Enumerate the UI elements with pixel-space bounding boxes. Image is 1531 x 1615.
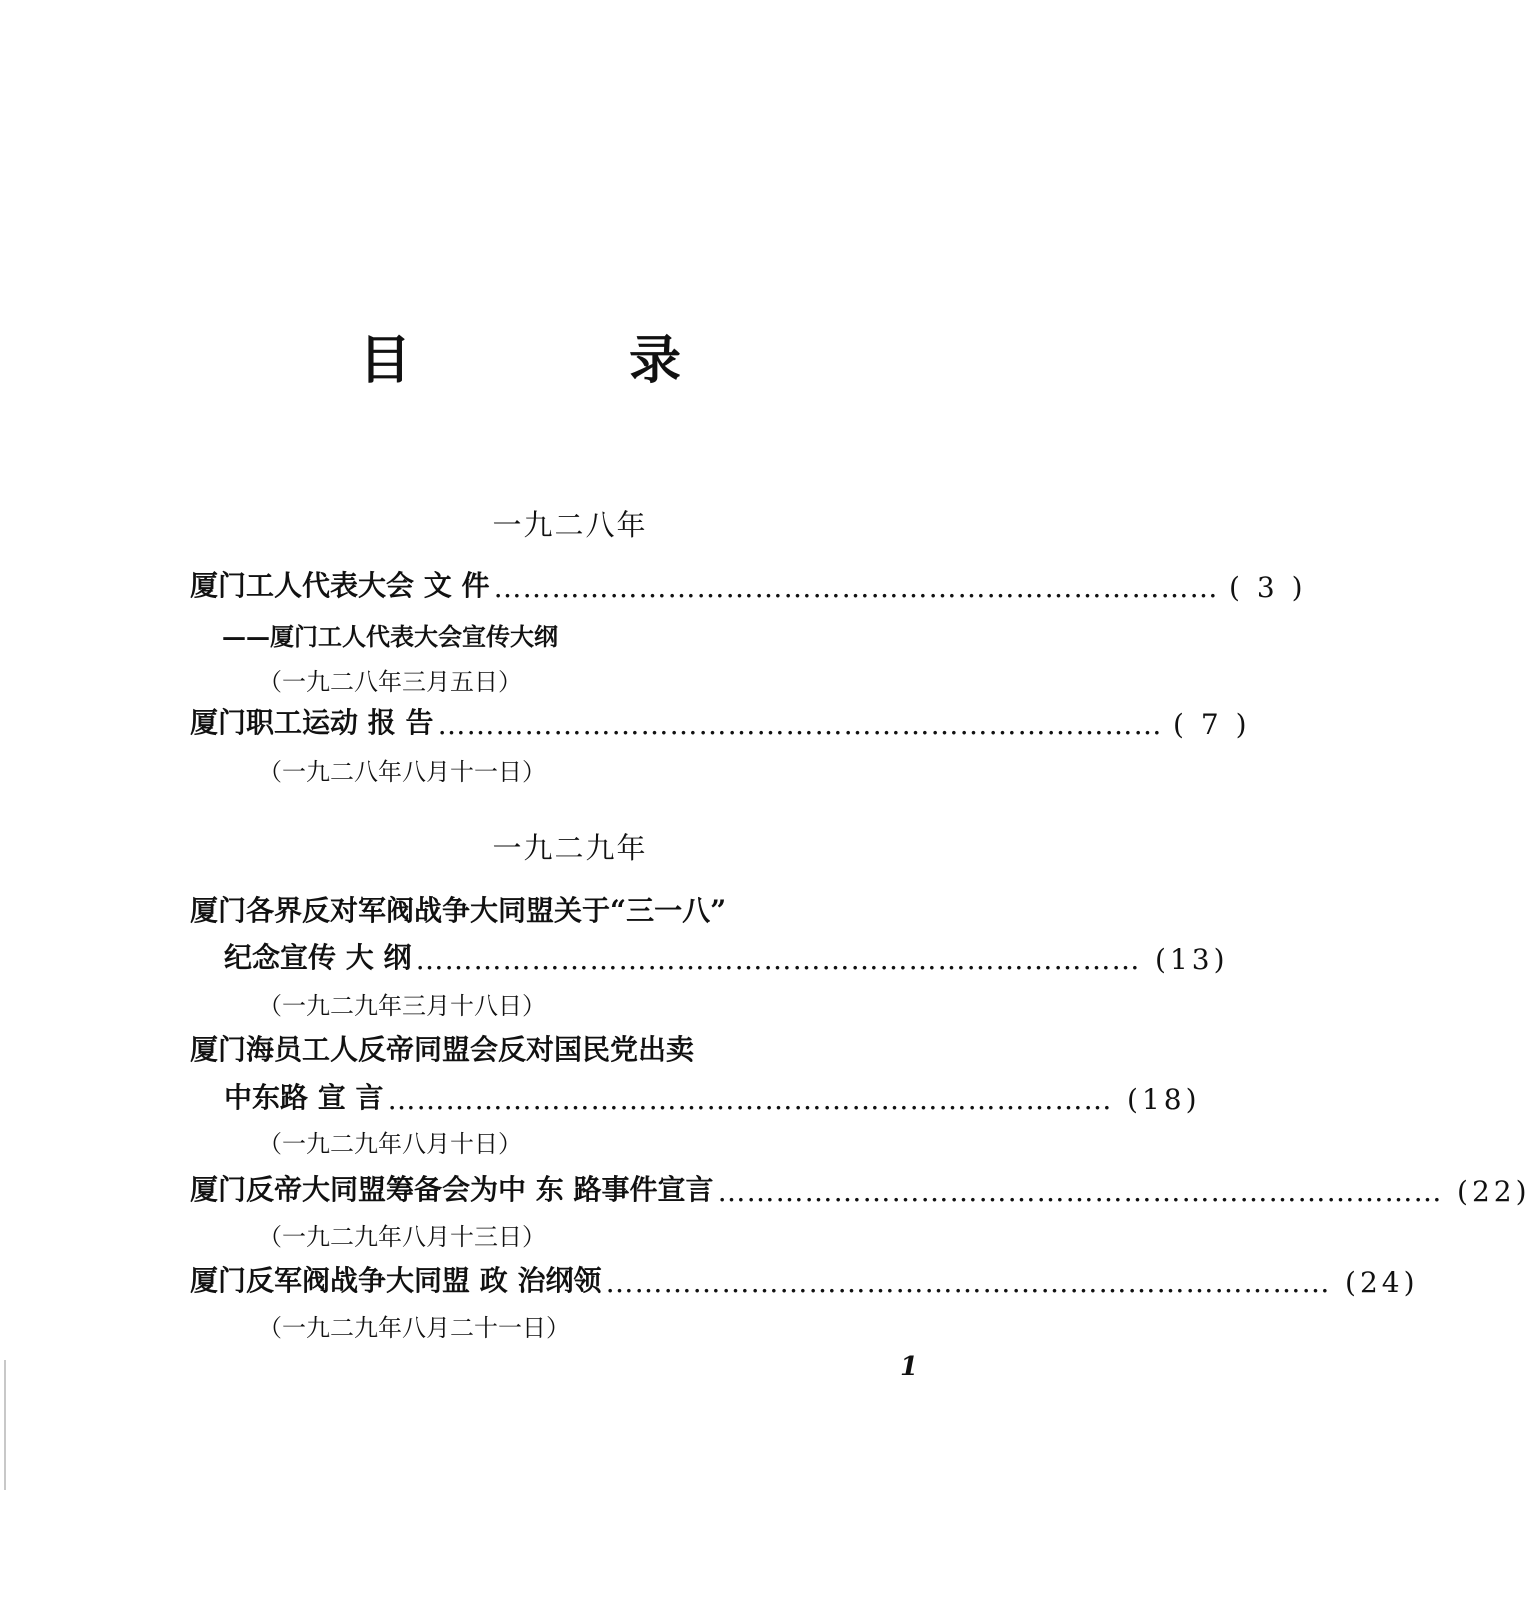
entry-date: （一九二九年八月十三日） (258, 1223, 546, 1251)
entry-page: ( 3 ) (1229, 571, 1307, 604)
entry-page: (24) (1345, 1266, 1419, 1299)
section-year-1928: 一九二八年 (492, 508, 648, 542)
toc-entry (224, 1072, 1201, 1116)
toc-entry (190, 560, 1307, 604)
dot-leader: ………………………………………………………………… (605, 1266, 1331, 1299)
entry-date: （一九二九年三月十八日） (258, 992, 546, 1020)
toc-entry (190, 1255, 1419, 1299)
entry-title-line1: 厦门各界反对军阀战争大同盟关于“三一八” (190, 894, 727, 927)
entry-subtitle: ——厦门工人代表大会宣传大纲 (222, 622, 558, 651)
entry-title: 厦门反军阀战争大同盟 政 治纲领 (190, 1264, 602, 1297)
scan-edge-line (4, 1360, 6, 1490)
entry-date: （一九二八年八月十一日） (258, 758, 546, 786)
page-number: 1 (900, 1352, 919, 1382)
dot-leader: ………………………………………………………………… (493, 571, 1219, 604)
entry-page: (13) (1155, 943, 1229, 976)
toc-entry (190, 697, 1251, 741)
entry-title-line2: 纪念宣传 大 纲 (224, 941, 412, 974)
entry-date: （一九二九年八月二十一日） (258, 1314, 570, 1342)
entry-date: （一九二九年八月十日） (258, 1130, 522, 1158)
entry-title: 厦门反帝大同盟筹备会为中 东 路事件宣言 (190, 1173, 714, 1206)
entry-date: （一九二八年三月五日） (258, 668, 522, 696)
page-title: 目 录 (358, 331, 782, 391)
entry-page: ( 7 ) (1173, 708, 1251, 741)
toc-entry (190, 1164, 1531, 1208)
entry-title: 厦门工人代表大会 文 件 (190, 569, 490, 602)
entry-page: (22) (1457, 1175, 1531, 1208)
entry-page: (18) (1127, 1083, 1201, 1116)
dot-leader: ………………………………………………………………… (415, 943, 1141, 976)
dot-leader: ………………………………………………………………… (717, 1175, 1443, 1208)
dot-leader: ………………………………………………………………… (437, 708, 1163, 741)
toc-entry (224, 932, 1229, 976)
entry-title-line1: 厦门海员工人反帝同盟会反对国民党出卖 (190, 1033, 695, 1066)
entry-title: 厦门职工运动 报 告 (190, 706, 434, 739)
dot-leader: ………………………………………………………………… (387, 1083, 1113, 1116)
section-year-1929: 一九二九年 (492, 831, 648, 865)
entry-title-line2: 中东路 宣 言 (224, 1081, 384, 1114)
